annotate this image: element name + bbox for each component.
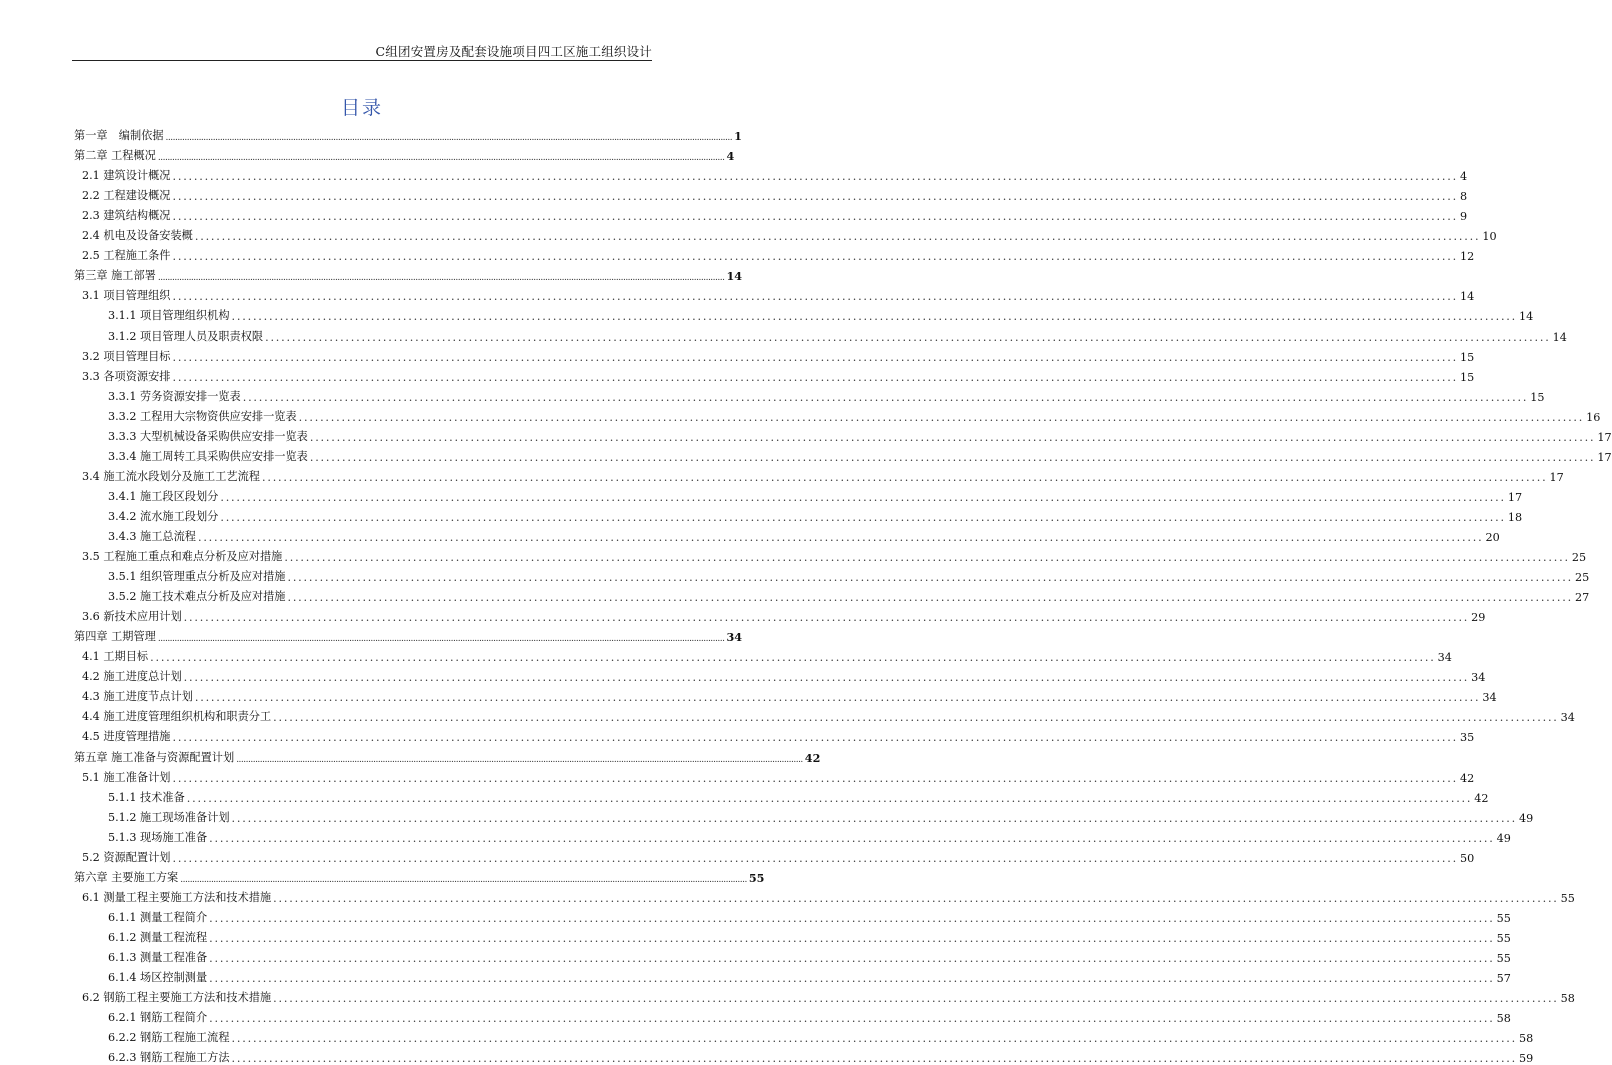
toc-entry-level-2[interactable] [74,704,1575,725]
toc-entry-page-number: 59 [1519,1052,1534,1065]
toc-entry-level-2[interactable] [74,183,1468,204]
toc-entry-label: 3.4 施工流水段划分及施工工艺流程 [82,469,260,483]
toc-entry-level-2[interactable] [74,644,1452,665]
toc-entry-page-number: 4 [1459,170,1468,184]
toc-entry-label: 第一章 编制依据 [74,129,164,143]
toc-entry-label: 4.1 工期目标 [82,650,149,664]
toc-entry-page-number: 58 [1519,1032,1534,1046]
toc-entry-label: 6.1.1 测量工程简介 [108,910,208,924]
toc-entry-level-3[interactable] [74,444,1612,464]
dot-leader: ................................................................................................................................................................................................................................................ [284,551,1570,565]
toc-entry-level-2[interactable] [74,664,1486,685]
toc-entry-label: 4.4 施工进度管理组织机构和职责分工 [82,710,272,724]
dot-leader: ................................................................................................................................................................................................................................................ [165,133,733,144]
toc-entry-level-3[interactable] [74,805,1534,825]
toc-entry-label: 第四章 工期管理 [74,630,156,644]
toc-entry-page-number: 34 [1482,691,1497,705]
dot-leader: ................................................................................................................................................................................................................................................ [172,350,1458,364]
toc-entry-label: 第三章 施工部署 [74,269,156,283]
toc-entry-level-2[interactable] [74,223,1497,244]
dot-leader: ................................................................................................................................................................................................................................................ [183,611,1470,625]
dot-leader: ................................................................................................................................................................................................................................................ [265,330,1551,344]
toc-entry-level-2[interactable] [74,885,1575,905]
dot-leader: ................................................................................................................................................................................................................................................ [209,972,1495,986]
toc-entry-label: 3.1.2 项目管理人员及职责权限 [108,329,264,343]
toc-entry-level-3[interactable] [74,825,1511,845]
toc-entry-label: 3.3 各项资源安排 [82,369,171,383]
dot-leader: ................................................................................................................................................................................................................................................ [231,811,1518,825]
toc-entry-level-2[interactable] [74,684,1497,705]
toc-entry-label: 3.2 项目管理目标 [82,349,171,363]
toc-entry-page-number: 50 [1459,851,1475,865]
toc-entry-level-3[interactable] [74,965,1511,986]
toc-entry-level-2[interactable] [74,464,1564,484]
dot-leader: ................................................................................................................................................................................................................................................ [172,731,1458,745]
toc-entry-page-number: 55 [748,870,765,885]
toc-entry-page-number: 58 [1496,1012,1511,1026]
toc-entry-page-number: 25 [1571,551,1587,565]
toc-entry-label: 3.4.3 施工总流程 [108,529,196,543]
toc-entry-level-2[interactable] [74,724,1475,745]
dot-leader: ................................................................................................................................................................................................................................................ [220,490,1506,504]
toc-entry-level-2[interactable] [74,283,1475,304]
toc-entry-label: 3.3.2 工程用大宗物资供应安排一览表 [108,409,297,423]
toc-entry-level-1[interactable] [74,123,742,144]
toc-entry-label: 第六章 主要施工方案 [74,870,179,884]
dot-leader: ................................................................................................................................................................................................................................................ [157,153,725,164]
toc-title: 目录 [340,97,383,119]
dot-leader: ................................................................................................................................................................................................................................................ [287,591,1573,605]
dot-leader: ................................................................................................................................................................................................................................................ [273,891,1559,905]
toc-entry-page-number: 17 [1507,490,1523,504]
toc-entry-level-1[interactable] [74,865,765,885]
toc-entry-page-number: 34 [1437,651,1452,665]
dot-leader: ................................................................................................................................................................................................................................................ [197,530,1484,544]
toc-entry-level-2[interactable] [74,544,1587,565]
toc-entry-page-number: 58 [1560,992,1575,1006]
toc-entry-label: 6.1.2 测量工程流程 [108,930,208,944]
toc-entry-label: 6.1 测量工程主要施工方法和技术措施 [82,890,272,904]
toc-entry-page-number: 55 [1496,911,1511,925]
dot-leader: ................................................................................................................................................................................................................................................ [287,571,1573,585]
dot-leader: ................................................................................................................................................................................................................................................ [150,651,1436,665]
dot-leader: ................................................................................................................................................................................................................................................ [172,190,1458,204]
toc-entry-page-number: 14 [1552,330,1567,344]
toc-entry-level-3[interactable] [74,323,1567,344]
dot-leader: ................................................................................................................................................................................................................................................ [172,370,1458,384]
toc-entry-label: 5.2 资源配置计划 [82,850,171,864]
toc-entry-page-number: 14 [1459,290,1475,304]
toc-entry-level-3[interactable] [74,584,1590,605]
toc-entry-label: 6.2.1 钢筋工程简介 [108,1011,208,1025]
toc-entry-label: 3.5 工程施工重点和难点分析及应对措施 [82,550,283,564]
toc-entry-label: 4.2 施工进度总计划 [82,670,182,684]
toc-entry-page-number: 16 [1586,410,1601,424]
dot-leader: ................................................................................................................................................................................................................................................ [261,470,1548,484]
toc-entry-page-number: 25 [1574,571,1590,585]
dot-leader: ................................................................................................................................................................................................................................................ [172,210,1458,224]
toc-entry-label: 3.3.4 施工周转工具采购供应安排一览表 [108,449,308,463]
toc-entry-level-2[interactable] [74,765,1475,785]
dot-leader: ................................................................................................................................................................................................................................................ [273,992,1559,1006]
toc-entry-label: 3.4.2 流水施工段划分 [108,509,219,523]
toc-entry-level-3[interactable] [74,1025,1534,1046]
toc-entry-page-number: 34 [1560,711,1575,725]
toc-entry-label: 2.1 建筑设计概况 [82,169,171,183]
toc-entry-page-number: 15 [1530,390,1545,404]
toc-entry-page-number: 10 [1482,230,1497,244]
dot-leader: ................................................................................................................................................................................................................................................ [172,250,1458,264]
toc-entry-level-1[interactable] [74,624,743,645]
dot-leader: ................................................................................................................................................................................................................................................ [172,851,1458,865]
dot-leader: ................................................................................................................................................................................................................................................ [194,230,1481,244]
toc-entry-label: 3.3.1 劳务资源安排一览表 [108,389,241,403]
dot-leader: ................................................................................................................................................................................................................................................ [209,1012,1495,1026]
toc-entry-page-number: 18 [1507,510,1523,524]
dot-leader: ................................................................................................................................................................................................................................................ [273,711,1559,725]
toc-entry-level-2[interactable] [74,203,1468,224]
dot-leader: ................................................................................................................................................................................................................................................ [194,691,1481,705]
toc-entry-page-number: 4 [726,149,735,164]
dot-leader: ................................................................................................................................................................................................................................................ [186,791,1473,805]
toc-entry-label: 3.1 项目管理组织 [82,289,171,303]
dot-leader: ................................................................................................................................................................................................................................................ [180,874,747,885]
toc-entry-page-number: 55 [1560,891,1575,905]
toc-entry-level-2[interactable] [74,163,1468,184]
toc-entry-level-2[interactable] [74,985,1575,1006]
toc-entry-level-3[interactable] [74,424,1612,444]
toc-entry-level-2[interactable] [74,364,1475,384]
toc-entry-page-number: 14 [726,269,743,284]
toc-entry-level-3[interactable] [74,945,1511,965]
toc-entry-label: 3.5.2 施工技术难点分析及应对措施 [108,590,286,604]
toc-entry-page-number: 55 [1496,951,1511,965]
dot-leader: ................................................................................................................................................................................................................................................ [309,450,1596,464]
toc-entry-page-number: 14 [1519,310,1534,324]
toc-entry-level-2[interactable] [74,845,1475,865]
toc-entry-label: 3.1.1 项目管理组织机构 [108,309,230,323]
toc-entry-label: 6.1.4 场区控制测量 [108,971,208,985]
toc-entry-level-3[interactable] [74,303,1534,324]
toc-entry-label: 3.5.1 组织管理重点分析及应对措施 [108,570,286,584]
toc-entry-level-3[interactable] [74,1045,1534,1065]
dot-leader: ................................................................................................................................................................................................................................................ [183,671,1470,685]
toc-entry-level-3[interactable] [74,1005,1511,1026]
toc-entry-label: 第五章 施工准备与资源配置计划 [74,750,235,764]
toc-entry-label: 3.6 新技术应用计划 [82,610,182,624]
dot-leader: ................................................................................................................................................................................................................................................ [209,931,1495,945]
toc-entry-label: 5.1.1 技术准备 [108,790,185,804]
toc-entry-level-3[interactable] [74,504,1523,524]
toc-entry-page-number: 42 [804,750,821,765]
dot-leader: ................................................................................................................................................................................................................................................ [309,430,1596,444]
toc-entry-label: 5.1.2 施工现场准备计划 [108,810,230,824]
dot-leader: ................................................................................................................................................................................................................................................ [231,310,1518,324]
toc-entry-level-1[interactable] [74,263,743,284]
dot-leader: ................................................................................................................................................................................................................................................ [172,290,1458,304]
toc-entry-label: 2.2 工程建设概况 [82,189,171,203]
toc-entry-page-number: 34 [726,630,743,645]
toc-entry-page-number: 29 [1471,611,1486,625]
toc-entry-page-number: 12 [1459,250,1475,264]
toc-entry-level-1[interactable] [74,744,821,765]
toc-entry-page-number: 17 [1597,430,1612,444]
toc-entry-level-3[interactable] [74,524,1500,544]
toc-entry-page-number: 34 [1471,671,1486,685]
toc-entry-page-number: 17 [1549,470,1564,484]
toc-entry-level-3[interactable] [74,785,1489,805]
toc-entry-label: 6.2 钢筋工程主要施工方法和技术措施 [82,991,272,1005]
toc-entry-page-number: 49 [1519,811,1534,825]
toc-entry-label: 2.5 工程施工条件 [82,249,171,263]
toc-entry-level-3[interactable] [74,484,1523,504]
toc-entry-label: 5.1.3 现场施工准备 [108,830,208,844]
toc-entry-label: 6.2.3 钢筋工程施工方法 [108,1051,230,1065]
toc-entry-page-number: 20 [1485,530,1500,544]
dot-leader: ................................................................................................................................................................................................................................................ [209,911,1495,925]
running-header: C组团安置房及配套设施项目四工区施工组织设计 [375,44,652,59]
toc-entry-page-number: 9 [1459,210,1468,224]
toc-entry-page-number: 57 [1496,972,1511,986]
toc-entry-level-3[interactable] [74,905,1511,925]
toc-entry-level-3[interactable] [74,564,1590,585]
dot-leader: ................................................................................................................................................................................................................................................ [231,1052,1518,1065]
dot-leader: ................................................................................................................................................................................................................................................ [209,831,1495,845]
toc-entry-label: 3.4.1 施工段区段划分 [108,489,219,503]
toc-entry-page-number: 15 [1459,350,1475,364]
dot-leader: ................................................................................................................................................................................................................................................ [209,951,1495,965]
toc-entry-label: 6.2.2 钢筋工程施工流程 [108,1031,230,1045]
dot-leader: ................................................................................................................................................................................................................................................ [231,1032,1518,1046]
toc-entry-level-1[interactable] [74,143,735,164]
dot-leader: ................................................................................................................................................................................................................................................ [220,510,1506,524]
dot-leader: ................................................................................................................................................................................................................................................ [172,170,1458,184]
toc-entry-page-number: 55 [1496,931,1511,945]
dot-leader: ................................................................................................................................................................................................................................................ [298,410,1585,424]
toc-entry-page-number: 1 [734,129,742,144]
toc-entry-label: 2.3 建筑结构概况 [82,209,171,223]
toc-entry-page-number: 15 [1459,370,1475,384]
toc-entry-level-3[interactable] [74,384,1545,404]
toc-entry-label: 6.1.3 测量工程准备 [108,950,208,964]
toc-entry-page-number: 42 [1459,771,1475,785]
toc-entry-page-number: 8 [1459,190,1468,204]
table-of-contents [74,123,1612,1065]
toc-entry-page-number: 35 [1459,731,1475,745]
toc-entry-level-2[interactable] [74,604,1486,625]
toc-entry-level-3[interactable] [74,925,1511,945]
toc-entry-label: 4.5 进度管理措施 [82,730,171,744]
toc-entry-page-number: 42 [1474,791,1489,805]
toc-entry-level-3[interactable] [74,404,1601,424]
toc-entry-level-2[interactable] [74,344,1475,364]
toc-entry-level-2[interactable] [74,243,1475,264]
toc-entry-label: 3.3.3 大型机械设备采购供应安排一览表 [108,429,308,443]
dot-leader: ................................................................................................................................................................................................................................................ [157,634,725,645]
toc-entry-page-number: 27 [1574,591,1590,605]
dot-leader: ................................................................................................................................................................................................................................................ [236,754,803,765]
toc-entry-page-number: 49 [1496,831,1511,845]
dot-leader: ................................................................................................................................................................................................................................................ [157,273,725,284]
dot-leader: ................................................................................................................................................................................................................................................ [242,390,1529,404]
toc-entry-label: 第二章 工程概况 [74,149,156,163]
toc-entry-label: 4.3 施工进度节点计划 [82,690,193,704]
header-rule [72,60,652,61]
toc-entry-page-number: 17 [1597,450,1612,464]
toc-entry-label: 5.1 施工准备计划 [82,770,171,784]
toc-entry-label: 2.4 机电及设备安装概 [82,229,193,243]
dot-leader: ................................................................................................................................................................................................................................................ [172,771,1458,785]
